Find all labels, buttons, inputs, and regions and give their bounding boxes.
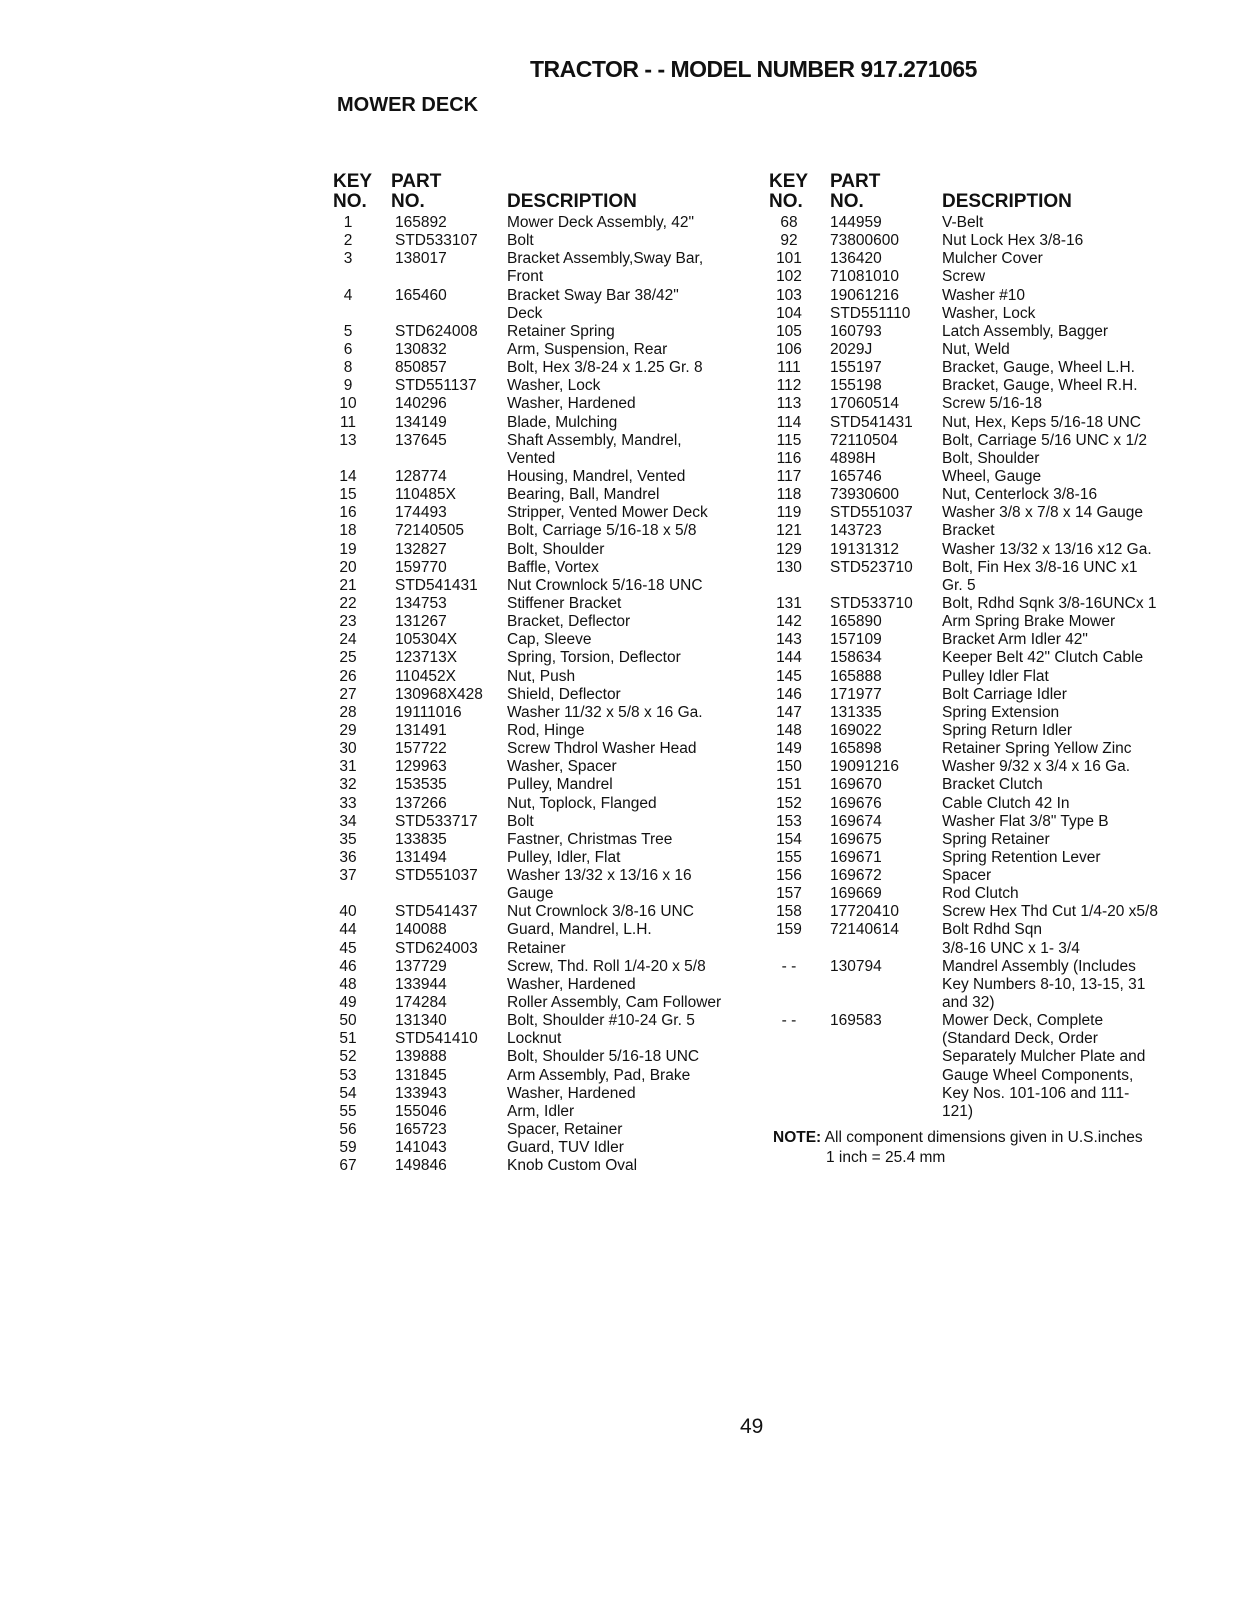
key-no-cell: 50 [339,1012,357,1030]
description-cell: Washer 11/32 x 5/8 x 16 Ga. [507,703,703,721]
key-no-cell: 15 [339,486,357,504]
part-no-cell: 140088 [395,921,447,939]
key-no-cell: 104 [776,304,802,322]
description-cell: Mulcher Cover [942,250,1043,268]
part-no-cell: 169022 [830,721,882,739]
part-no-cell: STD551137 [395,377,477,395]
part-no-cell: 137266 [395,794,447,812]
key-no-cell: 16 [339,504,357,522]
key-no-cell: 149 [776,740,802,758]
part-no-cell: STD541431 [830,413,913,431]
description-cell: Gauge Wheel Components, [942,1066,1134,1084]
description-cell: Cap, Sleeve [507,631,592,649]
description-cell: Nut, Centerlock 3/8-16 [942,486,1098,504]
part-no-cell: STD624008 [395,322,478,340]
description-cell: Arm Assembly, Pad, Brake [507,1066,691,1084]
part-no-cell: 133943 [395,1084,447,1102]
part-no-cell: 19061216 [830,286,899,304]
part-no-cell: 155198 [830,377,882,395]
key-no-cell: 103 [776,286,802,304]
description-cell: Fastner, Christmas Tree [507,830,673,848]
description-cell: Bracket, Deflector [507,613,631,631]
part-no-cell: 123713X [395,649,458,667]
note-label: NOTE: [773,1129,822,1146]
part-no-cell: 2029J [830,340,873,358]
part-no-cell: 72110504 [830,431,898,449]
part-no-cell: 169674 [830,812,882,830]
part-no-cell: STD551037 [830,504,913,522]
part-no-cell: 136420 [830,250,882,268]
note [773,1128,1143,1168]
key-no-cell: 147 [776,703,802,721]
part-no-cell: STD624003 [395,939,478,957]
part-no-cell: 158634 [830,649,882,667]
description-cell: Housing, Mandrel, Vented [507,467,686,485]
description-cell: Shaft Assembly, Mandrel, [507,431,682,449]
part-no-cell: STD533710 [830,594,913,612]
part-no-cell: STD541431 [395,576,478,594]
part-no-cell: 131267 [395,613,447,631]
key-no-cell: 159 [776,921,802,939]
description-cell: Pulley, Mandrel [507,776,613,794]
key-no-cell: 157 [776,885,802,903]
part-no-cell: 19111016 [395,703,462,721]
key-no-cell: 30 [339,740,357,758]
description-cell: Bracket [942,522,995,540]
part-no-cell: 144959 [830,214,882,231]
description-cell: Keeper Belt 42" Clutch Cable [942,649,1144,667]
part-no-cell: 72140614 [830,921,899,939]
description-cell: Knob Custom Oval [507,1157,638,1175]
description-cell: Bolt, Carriage 5/16 UNC x 1/2 [942,431,1148,449]
key-no-cell: 32 [339,776,357,794]
part-no-cell: 73930600 [830,486,899,504]
part-no-cell: 159770 [395,558,447,576]
description-cell: and 32) [942,994,995,1012]
key-no-cell: 33 [339,794,357,812]
description-cell: (Standard Deck, Order [942,1030,1098,1048]
key-no-cell: 19 [339,540,357,558]
part-no-cell: 157722 [395,740,447,758]
description-cell: Washer 9/32 x 3/4 x 16 Ga. [942,758,1131,776]
part-no-cell: 134753 [395,594,447,612]
key-no-cell: 156 [776,867,802,885]
key-no-cell: 45 [339,939,357,957]
description-cell: Stripper, Vented Mower Deck [507,504,708,522]
note-conversion: 1 inch = 25.4 mm [826,1149,946,1166]
part-no-cell: STD541410 [395,1030,478,1048]
part-no-header: PART NO. [391,171,442,212]
part-no-cell: 169583 [830,1012,882,1030]
key-no-cell: 55 [339,1102,357,1120]
key-no-cell: 46 [339,957,357,975]
section-title: MOWER DECK [337,94,479,116]
part-no-cell: 105304X [395,631,458,649]
key-no-header: KEY NO. [769,171,809,212]
key-no-cell: 145 [776,667,802,685]
part-no-cell: 169675 [830,830,882,848]
description-cell: Bracket Clutch [942,776,1043,794]
description-cell: Bearing, Ball, Mandrel [507,486,660,504]
key-no-cell: 49 [339,994,357,1012]
part-no-cell: 139888 [395,1048,447,1066]
key-no-cell: 53 [339,1066,357,1084]
page-number: 49 [740,1415,764,1438]
part-no-cell: 132827 [395,540,447,558]
part-no-cell: 129963 [395,758,447,776]
description-cell: Washer, Hardened [507,1084,636,1102]
description-cell: Gr. 5 [942,576,976,594]
description-cell: Nut, Weld [942,340,1010,358]
description-cell: Nut Crownlock 3/8-16 UNC [507,903,694,921]
description-cell: Gauge [507,885,554,903]
key-no-cell: 116 [776,449,802,467]
key-no-cell: 36 [339,848,357,866]
key-no-cell: 130 [776,558,802,576]
key-no-cell: 8 [343,359,353,377]
part-no-cell: 153535 [395,776,447,794]
part-no-cell: 110485X [395,486,456,504]
key-no-cell: 155 [776,848,802,866]
description-cell: Mower Deck, Complete [942,1012,1104,1030]
key-no-cell: 3 [343,250,353,268]
description-cell: Bolt [507,812,534,830]
key-no-cell: 59 [339,1139,357,1157]
description-cell: Arm, Suspension, Rear [507,340,668,358]
part-no-cell: 165892 [395,214,447,231]
key-no-cell: 18 [339,522,357,540]
key-no-cell: 2 [343,232,353,250]
part-no-header: PART NO. [830,171,881,212]
description-cell: Screw [942,268,986,286]
description-cell: Bolt, Carriage 5/16-18 x 5/8 [507,522,697,540]
description-cell: Washer, Hardened [507,975,636,993]
description-cell: Arm, Idler [507,1102,575,1120]
key-no-cell: 24 [339,631,357,649]
key-no-cell: 92 [780,232,798,250]
part-no-cell: STD551110 [830,304,911,322]
key-no-cell: 129 [776,540,802,558]
description-cell: Bracket Assembly,Sway Bar, [507,250,704,268]
part-no-cell: 169669 [830,885,882,903]
key-no-cell: - - [781,1012,797,1030]
key-no-cell: 111 [777,359,801,377]
description-cell: Mandrel Assembly (Includes [942,957,1136,975]
description-cell: Bolt, Shoulder [507,540,605,558]
description-cell: 121) [942,1102,974,1120]
key-no-cell: 22 [339,594,357,612]
description-cell: Nut, Hex, Keps 5/16-18 UNC [942,413,1142,431]
note-text: All component dimensions given in U.S.inches [824,1129,1143,1146]
part-no-cell: 138017 [395,250,447,268]
description-cell: Bolt Rdhd Sqn [942,921,1042,939]
description-cell: Washer Flat 3/8" Type B [942,812,1109,830]
key-no-cell: 119 [776,504,802,522]
key-no-cell: 106 [776,340,802,358]
key-no-cell: 152 [776,794,802,812]
key-no-cell: 105 [776,322,802,340]
key-no-cell: 148 [776,721,802,739]
description-cell: Spring Retainer [942,830,1050,848]
key-no-cell: 31 [339,758,357,776]
description-cell: Bolt, Hex 3/8-24 x 1.25 Gr. 8 [507,359,703,377]
description-cell: Separately Mulcher Plate and [942,1048,1146,1066]
part-no-cell: 169670 [830,776,882,794]
description-cell: Bolt Carriage Idler [942,685,1067,703]
part-no-cell: 130968X428 [395,685,483,703]
description-cell: Nut, Push [507,667,576,685]
part-no-cell: 171977 [830,685,882,703]
key-no-cell: 37 [339,867,357,885]
description-cell: Bolt, Shoulder 5/16-18 UNC [507,1048,700,1066]
part-no-cell: 165723 [395,1121,447,1139]
part-no-cell: 72140505 [395,522,464,540]
description-cell: Bracket Arm Idler 42" [942,631,1088,649]
key-no-cell: 121 [776,522,802,540]
part-no-cell: 137729 [395,957,447,975]
description-cell: Bolt [507,232,534,250]
description-cell: Washer 13/32 x 13/16 x 16 [507,867,692,885]
description-cell: Washer, Spacer [507,758,617,776]
description-cell: Spacer, Retainer [507,1121,623,1139]
key-no-cell: 48 [339,975,357,993]
description-cell: Blade, Mulching [507,413,618,431]
part-no-cell: 169676 [830,794,882,812]
part-no-cell: 133944 [395,975,447,993]
key-no-cell: 142 [776,613,802,631]
part-no-cell: 140296 [395,395,447,413]
part-no-cell: 149846 [395,1157,447,1175]
part-no-cell: STD533717 [395,812,478,830]
part-no-cell: 169672 [830,867,882,885]
description-cell: Washer #10 [942,286,1025,304]
part-no-cell: 165460 [395,286,447,304]
key-no-cell: 28 [339,703,357,721]
key-no-cell: 5 [343,322,353,340]
description-cell: Washer, Lock [942,304,1036,322]
key-no-cell: 9 [343,377,353,395]
key-no-cell: 26 [339,667,357,685]
description-cell: Latch Assembly, Bagger [942,322,1108,340]
description-cell: Key Nos. 101-106 and 111- [942,1084,1130,1102]
description-cell: Baffle, Vortex [507,558,599,576]
part-no-cell: 19131312 [830,540,899,558]
part-no-cell: 73800600 [830,232,899,250]
key-no-cell: 150 [776,758,802,776]
description-cell: Washer, Hardened [507,395,636,413]
description-cell: Rod, Hinge [507,721,585,739]
part-no-cell: 165888 [830,667,882,685]
part-no-cell: 165890 [830,613,882,631]
description-cell: Washer 13/32 x 13/16 x12 Ga. [942,540,1152,558]
description-cell: Deck [507,304,543,322]
key-no-cell: 154 [776,830,802,848]
part-no-cell: 130832 [395,340,447,358]
description-cell: Bolt, Shoulder #10-24 Gr. 5 [507,1012,695,1030]
key-no-header: KEY NO. [333,171,373,212]
key-no-cell: 68 [780,214,798,231]
description-cell: Guard, TUV Idler [507,1139,624,1157]
description-cell: Screw Hex Thd Cut 1/4-20 x5/8 [942,903,1158,921]
key-no-cell: 20 [339,558,357,576]
description-cell: Rod Clutch [942,885,1019,903]
description-cell: Nut, Toplock, Flanged [507,794,657,812]
part-no-cell: 155046 [395,1102,447,1120]
part-no-cell: 169671 [830,848,882,866]
part-no-cell: 134149 [395,413,447,431]
key-no-cell: 1 [343,214,353,231]
key-no-cell: 115 [776,431,802,449]
description-cell: Bracket, Gauge, Wheel L.H. [942,359,1135,377]
description-cell: Locknut [507,1030,562,1048]
part-no-cell: 71081010 [830,268,899,286]
key-no-cell: 25 [339,649,357,667]
key-no-cell: 118 [776,486,802,504]
part-no-cell: STD541437 [395,903,478,921]
description-cell: Bracket, Gauge, Wheel R.H. [942,377,1138,395]
key-no-cell: 158 [776,903,802,921]
part-no-cell: 165898 [830,740,882,758]
key-no-cell: 11 [339,413,357,431]
description-header: DESCRIPTION [507,191,637,212]
key-no-cell: 35 [339,830,357,848]
part-no-cell: 141043 [395,1139,447,1157]
part-no-cell: 165746 [830,467,882,485]
part-no-cell: 17720410 [830,903,899,921]
description-cell: Pulley Idler Flat [942,667,1049,685]
description-cell: Cable Clutch 42 In [942,794,1070,812]
description-cell: 3/8-16 UNC x 1- 3/4 [942,939,1080,957]
description-cell: Nut Crownlock 5/16-18 UNC [507,576,703,594]
part-no-cell: 4898H [830,449,876,467]
key-no-cell: 10 [339,395,357,413]
part-no-cell: 131335 [830,703,882,721]
key-no-cell: 23 [339,613,357,631]
description-cell: Screw 5/16-18 [942,395,1042,413]
key-no-cell: 143 [776,631,802,649]
part-no-cell: 19091216 [830,758,899,776]
part-no-cell: 174493 [395,504,447,522]
key-no-cell: 117 [776,467,802,485]
part-no-cell: 174284 [395,994,447,1012]
description-cell: Vented [507,449,556,467]
key-no-cell: 34 [339,812,357,830]
description-cell: Shield, Deflector [507,685,621,703]
description-cell: Front [507,268,544,286]
description-cell: Nut Lock Hex 3/8-16 [942,232,1084,250]
key-no-cell: 29 [339,721,357,739]
description-cell: Screw, Thd. Roll 1/4-20 x 5/8 [507,957,706,975]
key-no-cell: 44 [339,921,357,939]
key-no-cell: 13 [339,431,357,449]
description-cell: Stiffener Bracket [507,594,622,612]
part-no-cell: 850857 [395,359,447,377]
part-no-cell: STD533107 [395,232,478,250]
key-no-cell: 51 [339,1030,357,1048]
part-no-cell: 131494 [395,848,447,866]
description-cell: Arm Spring Brake Mower [942,613,1116,631]
description-cell: Screw Thdrol Washer Head [507,740,697,758]
key-no-cell: 101 [776,250,802,268]
key-no-cell: 56 [339,1121,357,1139]
part-no-cell: 110452X [395,667,456,685]
description-cell: Spring Retention Lever [942,848,1101,866]
description-cell: Guard, Mandrel, L.H. [507,921,652,939]
description-cell: V-Belt [942,214,984,231]
key-no-cell: - - [781,957,797,975]
key-no-cell: 27 [339,685,357,703]
key-no-cell: 14 [339,467,357,485]
key-no-cell: 6 [343,340,353,358]
description-cell: Pulley, Idler, Flat [507,848,621,866]
description-cell: Bracket Sway Bar 38/42" [507,286,679,304]
key-no-cell: 67 [339,1157,357,1175]
description-cell: Mower Deck Assembly, 42" [507,214,694,231]
description-cell: Wheel, Gauge [942,467,1042,485]
description-cell: Bolt, Fin Hex 3/8-16 UNC x1 [942,558,1138,576]
key-no-cell: 52 [339,1048,357,1066]
part-no-cell: STD523710 [830,558,913,576]
description-cell: Retainer [507,939,566,957]
part-no-cell: 160793 [830,322,882,340]
part-no-cell: 17060514 [830,395,899,413]
key-no-cell: 113 [776,395,802,413]
key-no-cell: 146 [776,685,802,703]
description-cell: Spring Return Idler [942,721,1073,739]
description-cell: Bolt, Shoulder [942,449,1040,467]
description-cell: Washer 3/8 x 7/8 x 14 Gauge [942,504,1144,522]
page-title: TRACTOR - - MODEL NUMBER 917.271065 [530,56,977,82]
description-cell: Spacer [942,867,992,885]
description-cell: Spring, Torsion, Deflector [507,649,681,667]
part-no-cell: 137645 [395,431,447,449]
key-no-cell: 40 [339,903,357,921]
description-cell: Roller Assembly, Cam Follower [507,994,722,1012]
key-no-cell: 153 [776,812,802,830]
description-cell: Retainer Spring Yellow Zinc [942,740,1132,758]
description-cell: Washer, Lock [507,377,601,395]
part-no-cell: 155197 [830,359,882,377]
description-header: DESCRIPTION [942,191,1072,212]
key-no-cell: 54 [339,1084,357,1102]
key-no-cell: 4 [343,286,353,304]
description-cell: Key Numbers 8-10, 13-15, 31 [942,975,1146,993]
description-cell: Retainer Spring [507,322,615,340]
part-no-cell: 131491 [395,721,447,739]
part-no-cell: 130794 [830,957,882,975]
part-no-cell: 157109 [830,631,882,649]
key-no-cell: 21 [339,576,357,594]
part-no-cell: 131340 [395,1012,447,1030]
part-no-cell: 128774 [395,467,447,485]
part-no-cell: STD551037 [395,867,478,885]
key-no-cell: 114 [776,413,802,431]
key-no-cell: 151 [776,776,802,794]
part-no-cell: 143723 [830,522,882,540]
key-no-cell: 144 [776,649,802,667]
key-no-cell: 102 [776,268,802,286]
part-no-cell: 131845 [395,1066,447,1084]
key-no-cell: 131 [776,594,802,612]
part-no-cell: 133835 [395,830,447,848]
key-no-cell: 112 [776,377,802,395]
description-cell: Spring Extension [942,703,1060,721]
description-cell: Bolt, Rdhd Sqnk 3/8-16UNCx 1 [942,594,1157,612]
